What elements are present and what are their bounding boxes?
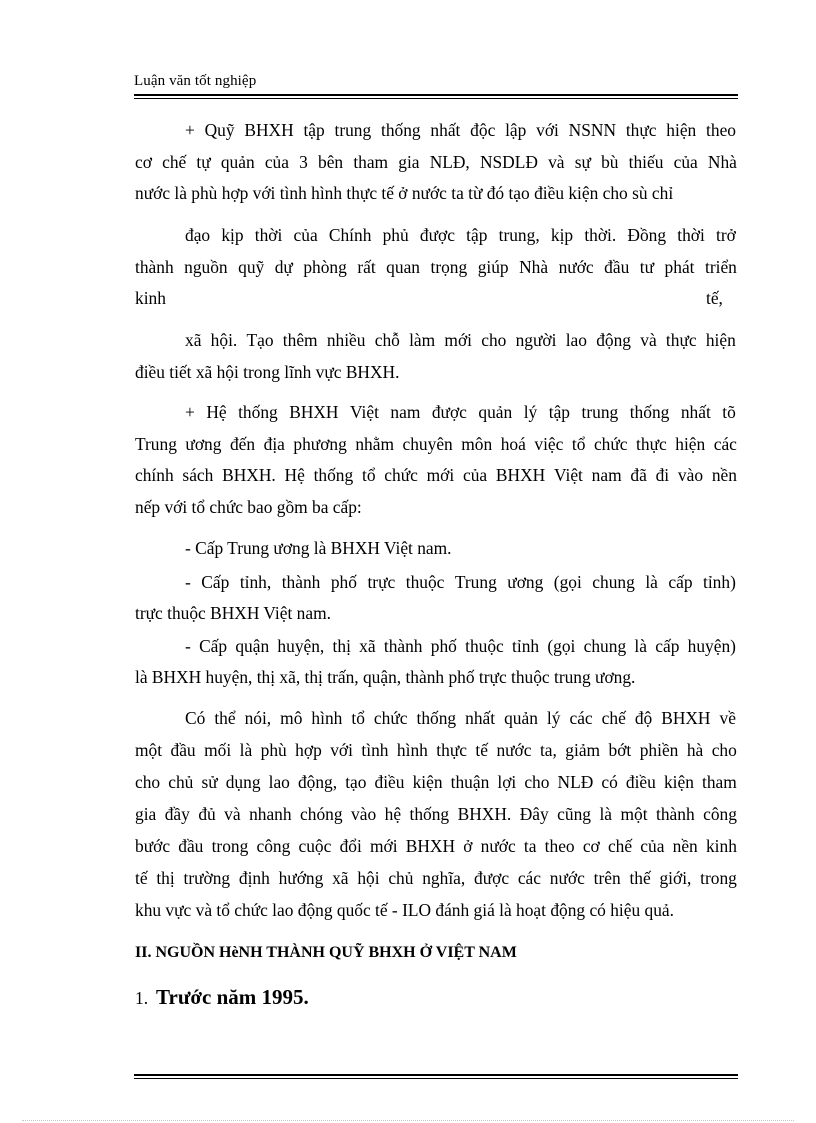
text-line: kinh <box>135 288 166 308</box>
text-line: Có thể nói, mô hình tổ chức thống nhất quản lý các chế độ BHXH về <box>185 708 736 728</box>
page-edge <box>22 1120 794 1121</box>
text-line: + Quỹ BHXH tập trung thống nhất độc lập với NSNN thực hiện theo <box>185 120 736 140</box>
text-line: khu vực và tổ chức lao động quốc tế - ILO đánh giá là hoạt động có hiệu quả. <box>135 900 674 920</box>
running-header: Luận văn tốt nghiệp <box>134 73 257 89</box>
header-rule-thin <box>134 98 738 99</box>
subsection-title: Trước năm 1995. <box>156 985 309 1009</box>
text-line: nếp với tổ chức bao gồm ba cấp: <box>135 497 362 517</box>
text-line: cơ chế tự quản của 3 bên tham gia NLĐ, NSDLĐ và sự bù thiếu của Nhà <box>135 152 737 172</box>
text-line: một đầu mối là phù hợp với tình hình thực tế nước ta, giảm bớt phiền hà cho <box>135 740 737 760</box>
text-line: cho chủ sử dụng lao động, tạo điều kiện thuận lợi cho NLĐ có điều kiện tham <box>135 772 737 792</box>
subsection-heading <box>135 985 309 1010</box>
list-item: - Cấp tỉnh, thành phố trực thuộc Trung ương (gọi chung là cấp tỉnh) <box>185 572 736 592</box>
list-item: - Cấp quận huyện, thị xã thành phố thuộc tỉnh (gọi chung là cấp huyện) <box>185 636 736 656</box>
text-line: chính sách BHXH. Hệ thống tổ chức mới của BHXH Việt nam đã đi vào nền <box>135 465 737 485</box>
text-line: thành nguồn quỹ dự phòng rất quan trọng giúp Nhà nước đầu tư phát triển <box>135 257 737 277</box>
text-line: tế, <box>706 288 723 308</box>
text-line: trực thuộc BHXH Việt nam. <box>135 603 331 623</box>
text-line: tế thị trường định hướng xã hội chủ nghĩa, được các nước trên thế giới, trong <box>135 868 737 888</box>
footer-rule-thin <box>134 1078 738 1079</box>
text-line: xã hội. Tạo thêm nhiều chỗ làm mới cho người lao động và thực hiện <box>185 330 736 350</box>
text-line: điều tiết xã hội trong lĩnh vực BHXH. <box>135 362 400 382</box>
footer-rule-thick <box>134 1074 738 1076</box>
text-line: + Hệ thống BHXH Việt nam được quản lý tập trung thống nhất tõ <box>185 402 736 422</box>
text-line: đạo kịp thời của Chính phủ được tập trung, kịp thời. Đồng thời trở <box>185 225 736 245</box>
list-item: - Cấp Trung ương là BHXH Việt nam. <box>185 538 452 558</box>
subsection-number: 1. <box>135 988 149 1008</box>
text-line: bước đầu trong công cuộc đổi mới BHXH ở nước ta theo cơ chế của nền kinh <box>135 836 737 856</box>
text-line: là BHXH huyện, thị xã, thị trấn, quận, thành phố trực thuộc trung ương. <box>135 667 636 687</box>
header-rule-thick <box>134 94 738 96</box>
text-line: Trung ương đến địa phương nhằm chuyên môn hoá việc tổ chức thực hiện các <box>135 434 737 454</box>
text-line: nước là phù hợp với tình hình thực tế ở nước ta từ đó tạo điều kiện cho sù chỉ <box>135 183 674 203</box>
text-line: gia đầy đủ và nhanh chóng vào hệ thống BHXH. Đây cũng là một thành công <box>135 804 737 824</box>
section-heading: II. NGUỒN HèNH THÀNH QUỸ BHXH Ở VIỆT NAM <box>135 944 517 961</box>
